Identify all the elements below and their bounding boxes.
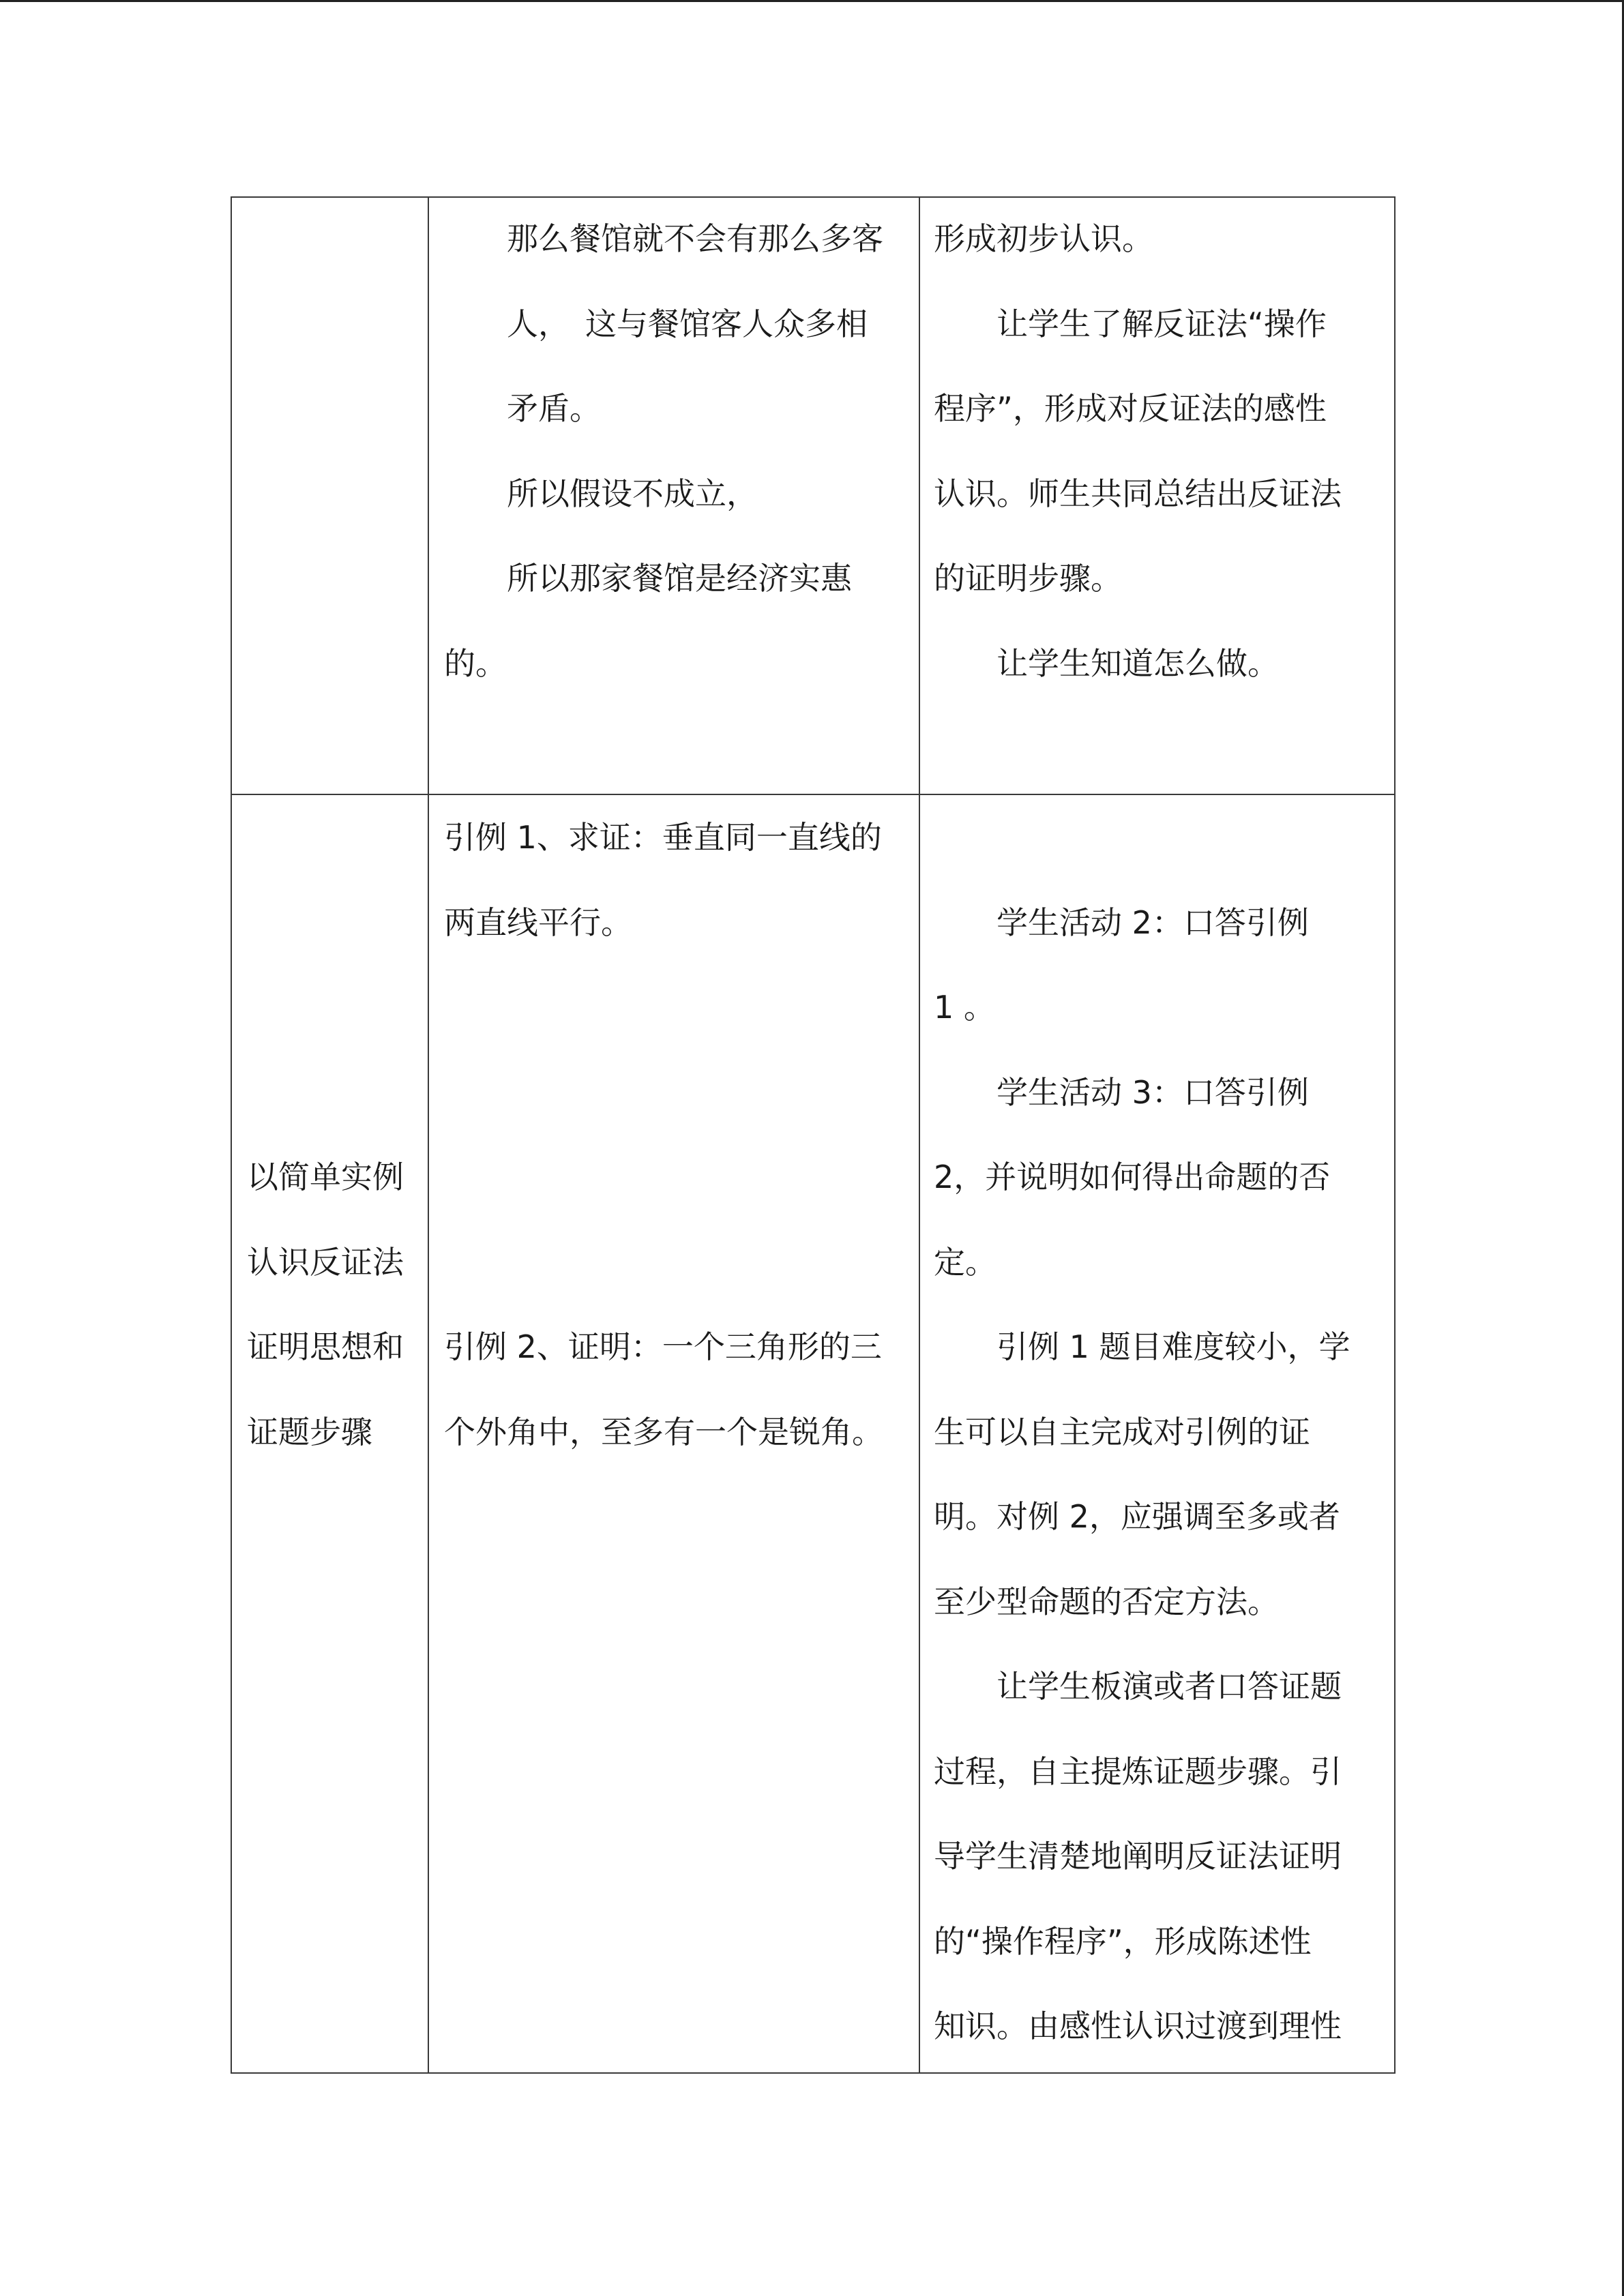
example-2-line: 引例 2、证明：一个三角形的三 [444,1328,882,1365]
content-line: 那么餐馆就不会有那么多客 [507,220,883,257]
design-cell [919,197,1395,794]
design-cell [919,794,1395,2073]
design-line: 的“操作程序”，形成陈述性 [934,1922,1312,1960]
example-2-line: 个外角中，至多有一个是锐角。 [444,1413,883,1450]
design-line: 过程，自主提炼证题步骤。引 [934,1753,1342,1790]
stage-cell [231,197,428,794]
stage-line: 以简单实例 [247,1159,404,1195]
design-line: 让学生了解反证法“操作 [996,305,1327,342]
lesson-plan-table [231,196,1396,2074]
table-row [231,794,1395,2073]
design-line: 至少型命题的否定方法。 [934,1583,1279,1620]
content-line: 矛盾。 [507,390,601,427]
design-line: 生可以自主完成对引例的证 [934,1413,1310,1450]
design-line: 的证明步骤。 [934,560,1122,597]
design-line: 明。对例 2，应强调至多或者 [934,1498,1340,1535]
example-1-line: 两直线平行。 [444,904,632,941]
design-line: 知识。由感性认识过渡到理性 [934,2008,1342,2044]
design-line: 形成初步认识。 [934,220,1153,257]
content-line: 人， 这与餐馆客人众多相 [507,305,868,342]
content-line: 所以假设不成立， [507,475,758,512]
design-line: 1 。 [934,989,995,1026]
content-cell [428,794,919,2073]
design-line: 2，并说明如何得出命题的否 [934,1159,1331,1195]
example-1-line: 引例 1、求证：垂直同一直线的 [444,819,882,856]
stage-line: 证明思想和 [247,1328,404,1365]
design-line: 让学生板演或者口答证题 [996,1668,1342,1705]
design-line: 让学生知道怎么做。 [996,644,1279,682]
table-row [231,197,1395,794]
design-line: 学生活动 2：口答引例 [996,904,1309,941]
design-line: 定。 [934,1243,996,1281]
stage-line: 证题步骤 [247,1413,372,1450]
content-cell [428,197,919,794]
design-line: 认识。师生共同总结出反证法 [934,475,1342,512]
design-line: 学生活动 3：口答引例 [996,1073,1309,1111]
design-line: 导学生清楚地阐明反证法证明 [934,1838,1342,1875]
content-line: 所以那家餐馆是经济实惠 [507,560,852,597]
stage-line: 认识反证法 [247,1243,404,1281]
stage-cell [231,794,428,2073]
content-line: 的。 [444,644,507,682]
design-line: 程序”，形成对反证法的感性 [934,390,1327,427]
design-line: 引例 1 题目难度较小，学 [996,1328,1350,1365]
page-border-top [0,0,1624,2]
